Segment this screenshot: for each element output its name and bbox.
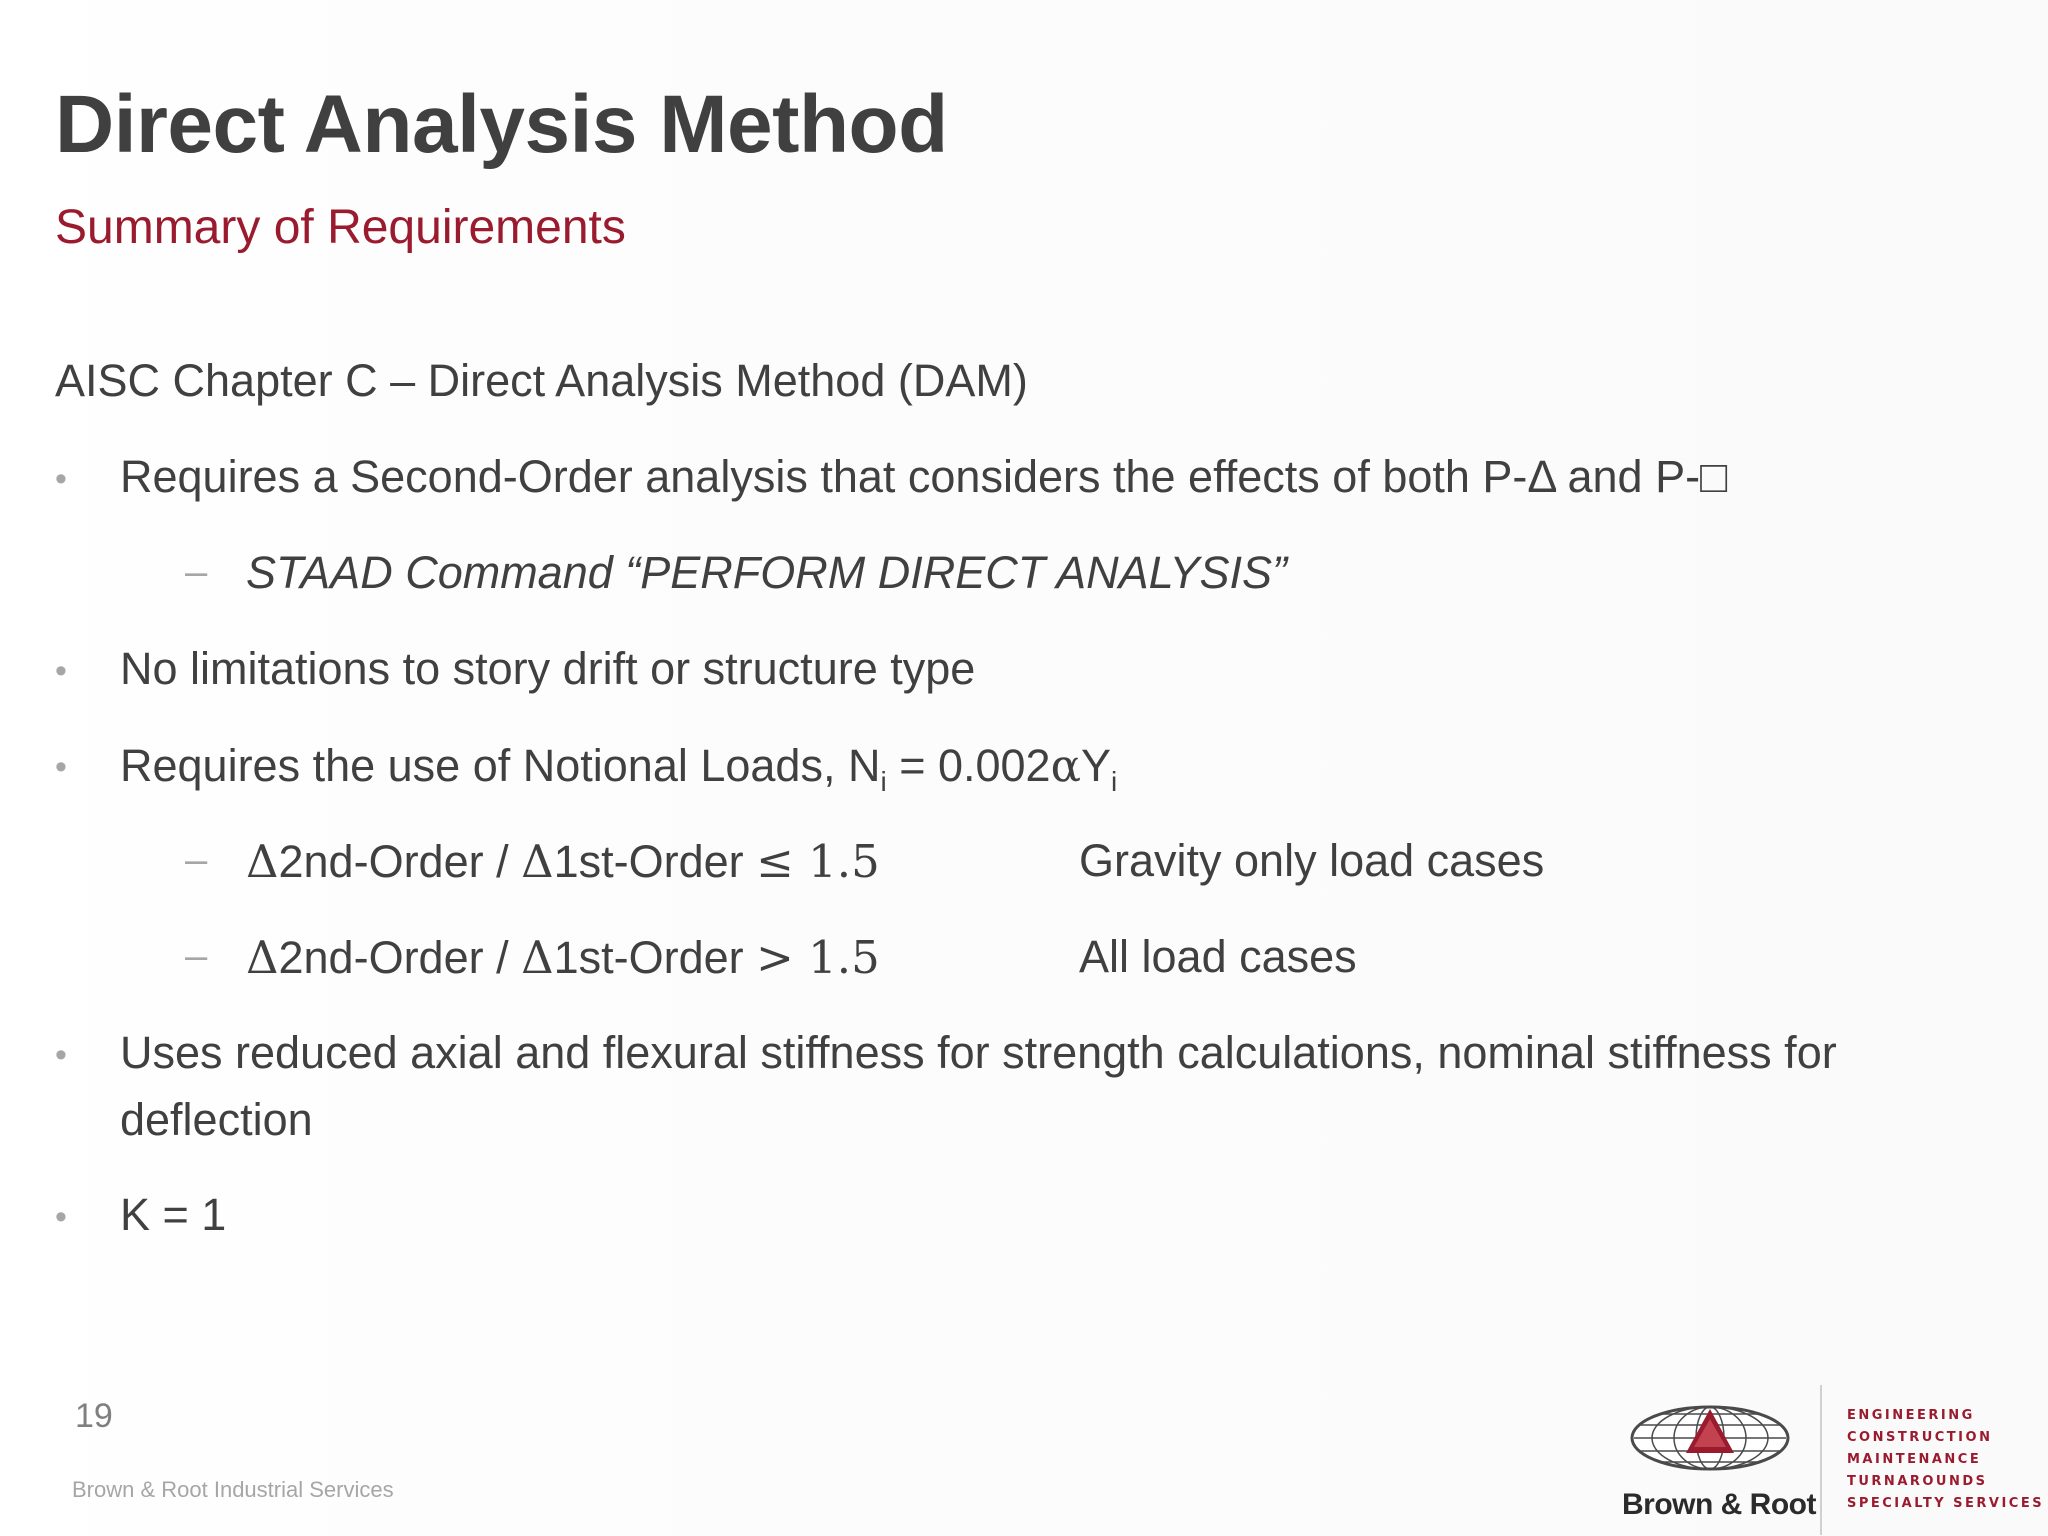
bullet-second-order: Requires a Second-Order analysis that considers the effects of both P-Δ and P-□ [120,451,1728,502]
page-number: 19 [75,1397,113,1435]
bullet-marker: • [55,1198,67,1236]
bullet-reduced-stiffness-line1: Uses reduced axial and flexural stiffness for strength calculations, nominal stiffness for [120,1027,1837,1078]
logo-divider [1820,1385,1822,1535]
bullet-marker: • [55,652,67,690]
ratio-limit: ≤ 1.5 [756,835,880,888]
dash-marker: – [185,838,208,882]
service-item: SPECIALTY SERVICES [1847,1496,2045,1511]
delta-symbol: Δ [521,835,554,888]
ratio-limit: > 1.5 [756,931,880,984]
service-item: TURNAROUNDS [1847,1474,1988,1489]
service-item: CONSTRUCTION [1847,1430,1993,1445]
bullet-marker: • [55,460,67,498]
alpha-symbol: α [1050,739,1081,792]
bullet-k-equals-1: K = 1 [120,1189,227,1240]
services-list [1847,1405,2044,1515]
delta-symbol: Δ [246,835,279,888]
delta-symbol: Δ [246,931,279,984]
ratio-text: 2nd-Order / [278,836,522,887]
service-item: MAINTENANCE [1847,1452,1982,1467]
ratio-text: 1st-Order [553,836,757,887]
notional-coefficient: = 0.002 [886,740,1051,791]
note-all-load-cases: All load cases [1079,931,1357,982]
logo-wordmark: Brown & Root [1622,1488,1816,1521]
bullet-marker: • [55,748,67,786]
subscript-i: i [1111,766,1118,797]
notional-prefix: Requires the use of Notional Loads, N [120,740,881,791]
bullet-notional-loads [120,739,1117,798]
delta-symbol: Δ [521,931,554,984]
dash-marker: – [185,550,208,594]
page-title: Direct Analysis Method [55,79,948,170]
intro-text: AISC Chapter C – Direct Analysis Method (DAM) [55,355,1028,406]
note-gravity-only: Gravity only load cases [1079,835,1545,886]
company-logo [1612,1385,2045,1525]
dash-marker: – [185,934,208,978]
sub-ratio-gt [246,931,880,984]
ratio-text: 1st-Order [553,932,757,983]
sub-staad-command: STAAD Command “PERFORM DIRECT ANALYSIS” [246,547,1288,598]
ratio-text: 2nd-Order / [278,932,522,983]
globe-logo-icon [1630,1405,1790,1476]
bullet-marker: • [55,1036,67,1074]
bullet-no-limitations: No limitations to story drift or structure type [120,643,976,694]
sub-ratio-le [246,835,880,888]
service-item: ENGINEERING [1847,1408,1975,1423]
y-symbol: Y [1080,740,1111,791]
page-subtitle: Summary of Requirements [55,201,626,254]
footer-company: Brown & Root Industrial Services [72,1477,394,1502]
bullet-reduced-stiffness-line2: deflection [120,1094,313,1145]
subscript-i: i [880,766,887,797]
